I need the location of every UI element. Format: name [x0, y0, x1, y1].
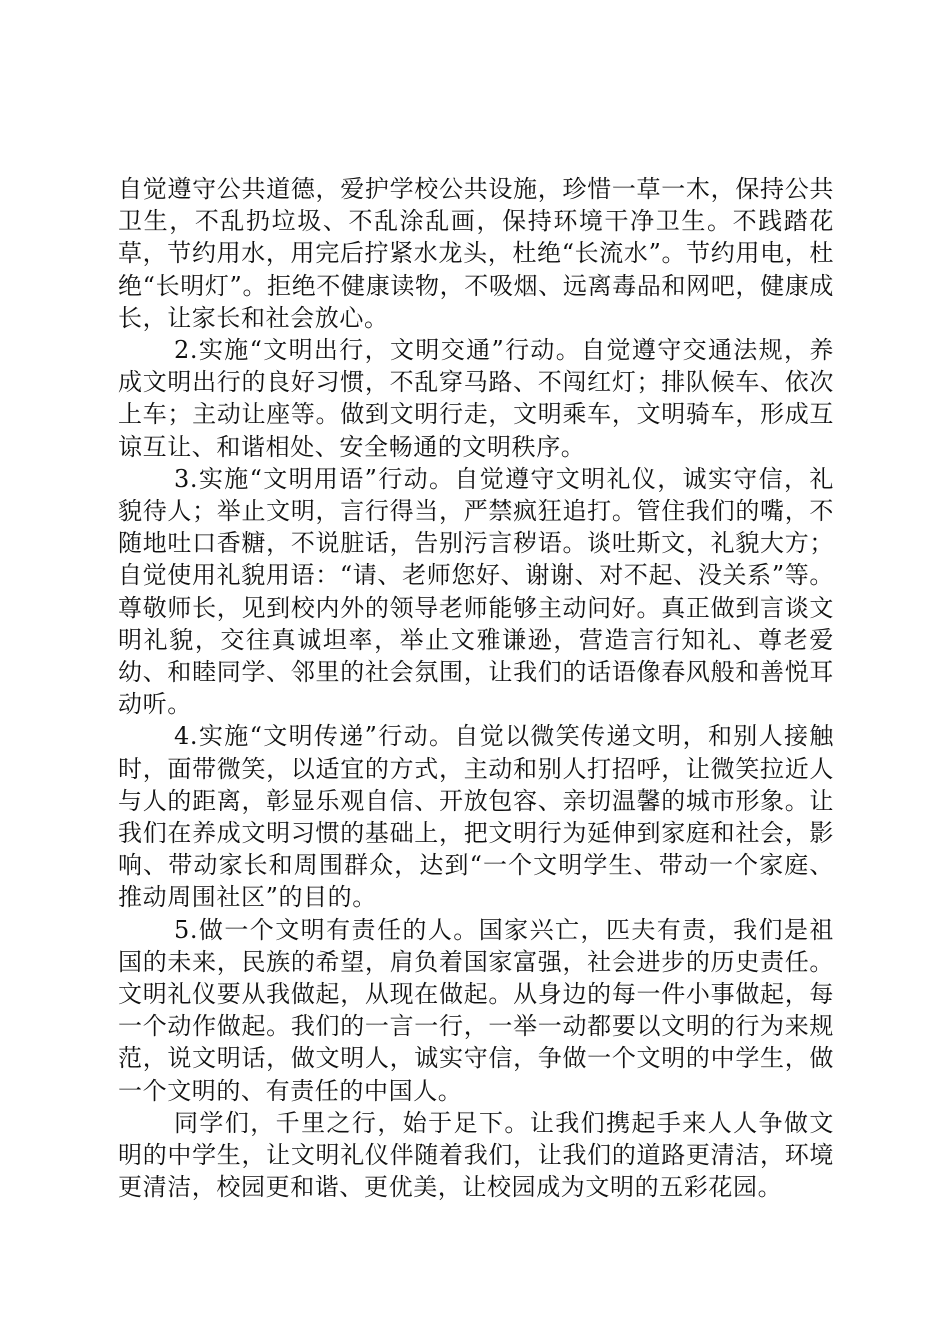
paragraph-closing: 同学们，千里之行，始于足下。让我们携起手来人人争做文明的中学生，让文明礼仪伴随着我们，让我们的道路更清洁，环境更清洁，校园更和谐、更优美，让校园成为文明的五彩花园。: [118, 1108, 834, 1202]
paragraph-item-2: 2.实施“文明出行，文明交通”行动。自觉遵守交通法规，养成文明出行的良好习惯，不乱穿马路、不闯红灯；排队候车、依次上车；主动让座等。做到文明行走，文明乘车，文明骑车，形成互谅互让、和谐相处、安全畅通的文明秩序。: [118, 336, 834, 461]
paragraph-item-4: 4.实施“文明传递”行动。自觉以微笑传递文明，和别人接触时，面带微笑，以适宜的方式，主动和别人打招呼，让微笑拉近人与人的距离，彰显乐观自信、开放包容、亲切温馨的城市形象。让我们在养成文明习惯的基础上，把文明行为延伸到家庭和社会，影响、带动家长和周围群众，达到“一个文明学生、带动一个家庭、推动周围社区”的目的。: [118, 722, 834, 912]
paragraph-continuation: 自觉遵守公共道德，爱护学校公共设施，珍惜一草一木，保持公共卫生，不乱扔垃圾、不乱涂乱画，保持环境干净卫生。不践踏花草，节约用水，用完后拧紧水龙头，杜绝“长流水”。节约用电，杜绝“长明灯”。拒绝不健康读物，不吸烟、远离毒品和网吧，健康成长，让家长和社会放心。: [118, 175, 834, 332]
document-body: [118, 173, 834, 1204]
paragraph-item-3: 3.实施“文明用语”行动。自觉遵守文明礼仪，诚实守信，礼貌待人；举止文明，言行得当，严禁疯狂追打。管住我们的嘴，不随地吐口香糖，不说脏话，告别污言秽语。谈吐斯文，礼貌大方；自觉使用礼貌用语：“请、老师您好、谢谢、对不起、没关系”等。尊敬师长，见到校内外的领导老师能够主动问好。真正做到言谈文明礼貌，交往真诚坦率，举止文雅谦逊，营造言行知礼、尊老爱幼、和睦同学、邻里的社会氛围，让我们的话语像春风般和善悦耳动听。: [118, 464, 834, 719]
paragraph-item-5: 5.做一个文明有责任的人。国家兴亡，匹夫有责，我们是祖国的未来，民族的希望，肩负着国家富强，社会进步的历史责任。文明礼仪要从我做起，从现在做起。从身边的每一件小事做起，每一个动作做起。我们的一言一行，一举一动都要以文明的行为来规范，说文明话，做文明人，诚实守信，争做一个文明的中学生，做一个文明的、有责任的中国人。: [118, 915, 834, 1105]
